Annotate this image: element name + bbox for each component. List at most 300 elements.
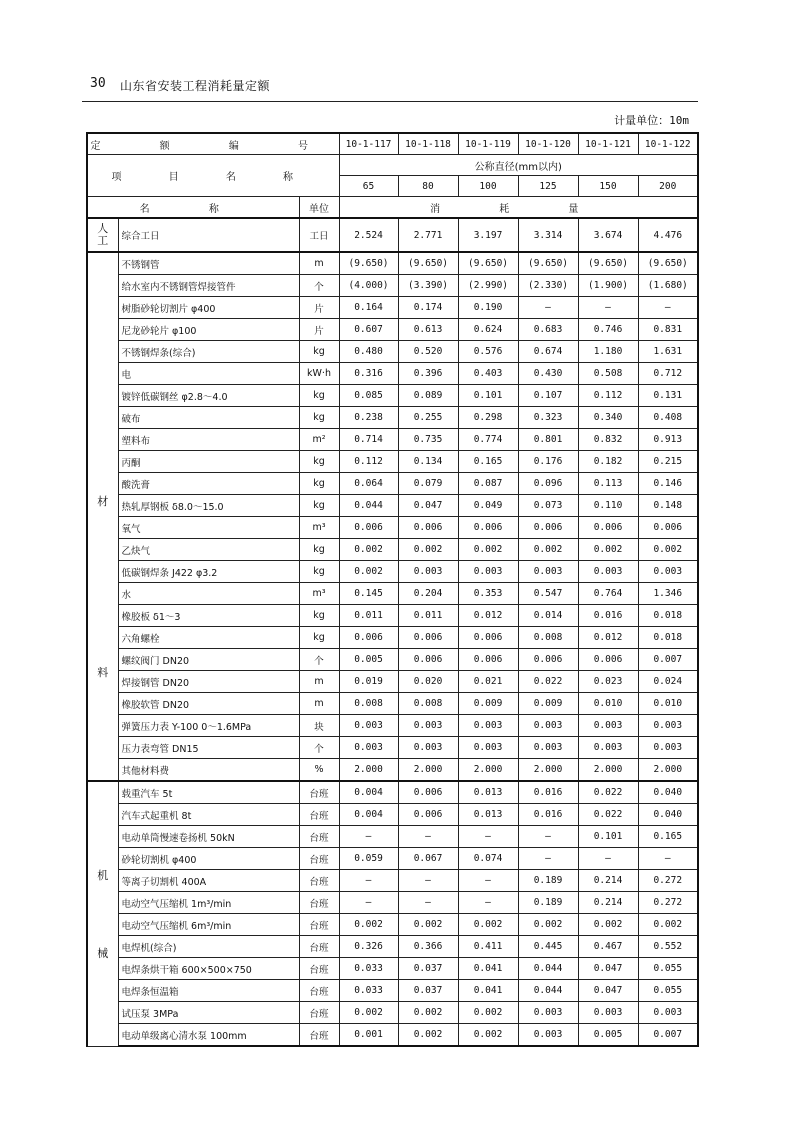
consumption-value: 0.040 (638, 781, 698, 804)
consumption-value: 0.683 (518, 319, 578, 341)
consumption-value: 0.089 (398, 385, 458, 407)
consumption-value: 0.002 (339, 539, 398, 561)
item-name: 等离子切割机 400A (118, 870, 299, 892)
table-row (87, 892, 698, 914)
consumption-value: 0.002 (458, 1024, 518, 1047)
item-name: 电焊条恒温箱 (118, 980, 299, 1002)
consumption-value: 0.674 (518, 341, 578, 363)
consumption-value: 0.001 (339, 1024, 398, 1047)
item-unit: kg (299, 341, 339, 363)
consumption-value: 0.005 (578, 1024, 638, 1047)
consumption-value: 0.085 (339, 385, 398, 407)
consumption-value: — (518, 848, 578, 870)
consumption-value: 0.445 (518, 936, 578, 958)
item-unit: 台班 (299, 980, 339, 1002)
item-name: 破布 (118, 407, 299, 429)
item-name: 综合工日 (118, 218, 299, 252)
consumption-value: 0.013 (458, 781, 518, 804)
consumption-value: 0.430 (518, 363, 578, 385)
item-unit: 台班 (299, 958, 339, 980)
consumption-value: 1.180 (578, 341, 638, 363)
table-row (87, 936, 698, 958)
category-machinery (87, 781, 118, 1046)
item-name: 树脂砂轮切割片 φ400 (118, 297, 299, 319)
table-row (87, 671, 698, 693)
consumption-value: 0.006 (398, 517, 458, 539)
item-name: 热轧厚钢板 δ8.0～15.0 (118, 495, 299, 517)
consumption-value: 0.552 (638, 936, 698, 958)
item-unit: 台班 (299, 804, 339, 826)
item-unit: 台班 (299, 1002, 339, 1024)
page-header (90, 74, 698, 102)
consumption-value: 3.197 (458, 218, 518, 252)
consumption-value: 0.408 (638, 407, 698, 429)
consumption-value: 0.714 (339, 429, 398, 451)
consumption-value: 0.002 (339, 1002, 398, 1024)
diameter-label: 公称直径(mm以内) (339, 155, 698, 176)
consumption-value: 0.002 (578, 539, 638, 561)
item-unit: kg (299, 473, 339, 495)
consumption-value: 0.624 (458, 319, 518, 341)
consumption-value: 0.411 (458, 936, 518, 958)
consumption-value: 0.006 (339, 517, 398, 539)
item-name: 电焊机(综合) (118, 936, 299, 958)
consumption-value: (2.330) (518, 275, 578, 297)
consumption-value: 0.067 (398, 848, 458, 870)
item-name: 六角螺栓 (118, 627, 299, 649)
item-name-label: 项 目 名 称 (87, 155, 339, 197)
table-row (87, 275, 698, 297)
consumption-value: 0.190 (458, 297, 518, 319)
item-name: 电动空气压缩机 6m³/min (118, 914, 299, 936)
item-name: 橡胶软管 DN20 (118, 693, 299, 715)
item-name: 螺纹阀门 DN20 (118, 649, 299, 671)
consumption-value: 0.006 (518, 517, 578, 539)
item-name: 丙酮 (118, 451, 299, 473)
consumption-value: 0.002 (518, 539, 578, 561)
consumption-value: 0.073 (518, 495, 578, 517)
table-row (87, 583, 698, 605)
consumption-value: 0.002 (398, 1024, 458, 1047)
page-number: 30 (90, 76, 106, 91)
table-row (87, 341, 698, 363)
consumption-value: 0.003 (638, 737, 698, 759)
item-unit: kg (299, 385, 339, 407)
consumption-value: 0.002 (398, 1002, 458, 1024)
consumption-value: 0.003 (518, 1002, 578, 1024)
item-name: 压力表弯管 DN15 (118, 737, 299, 759)
consumption-value: 0.613 (398, 319, 458, 341)
table-row (87, 781, 698, 804)
consumption-value: 2.000 (339, 759, 398, 782)
consumption-value: 0.016 (578, 605, 638, 627)
item-unit: kg (299, 495, 339, 517)
item-unit: 个 (299, 275, 339, 297)
quota-code: 10-1-119 (458, 133, 518, 155)
category-char: 械 (97, 946, 109, 960)
table-row (87, 473, 698, 495)
consumption-value: 2.771 (398, 218, 458, 252)
consumption-value: 0.041 (458, 980, 518, 1002)
item-name: 镀锌低碳钢丝 φ2.8～4.0 (118, 385, 299, 407)
item-name: 电 (118, 363, 299, 385)
consumption-value: 0.037 (398, 980, 458, 1002)
consumption-value: 0.323 (518, 407, 578, 429)
consumption-value: 0.006 (578, 517, 638, 539)
consumption-value: 0.006 (578, 649, 638, 671)
measurement-unit-note (614, 112, 689, 128)
table-row (87, 429, 698, 451)
item-unit: m² (299, 429, 339, 451)
consumption-value: 0.003 (518, 561, 578, 583)
consumption-value: 0.096 (518, 473, 578, 495)
consumption-value: 0.003 (398, 737, 458, 759)
consumption-value: — (398, 826, 458, 848)
item-unit: kW·h (299, 363, 339, 385)
consumption-value: 0.340 (578, 407, 638, 429)
consumption-value: 0.002 (578, 914, 638, 936)
table-row (87, 363, 698, 385)
diameter-label-row (87, 155, 698, 176)
consumption-value: 0.272 (638, 870, 698, 892)
quota-code: 10-1-121 (578, 133, 638, 155)
consumption-value: 0.006 (398, 627, 458, 649)
consumption-value: 0.002 (458, 1002, 518, 1024)
consumption-value: 2.000 (578, 759, 638, 782)
consumption-value: 0.204 (398, 583, 458, 605)
consumption-value: 0.009 (458, 693, 518, 715)
consumption-value: 0.004 (339, 781, 398, 804)
consumption-value: 0.148 (638, 495, 698, 517)
unit-note-label: 计量单位： (614, 114, 670, 127)
consumption-value: 0.044 (518, 980, 578, 1002)
consumption-value: 0.101 (458, 385, 518, 407)
item-name: 尼龙砂轮片 φ100 (118, 319, 299, 341)
consumption-value: 0.006 (518, 649, 578, 671)
table-row (87, 252, 698, 275)
consumption-value: 0.016 (518, 781, 578, 804)
item-unit: kg (299, 451, 339, 473)
consumption-value: 0.366 (398, 936, 458, 958)
consumption-value: 0.003 (638, 1002, 698, 1024)
table-row (87, 319, 698, 341)
item-name: 酸洗膏 (118, 473, 299, 495)
consumption-value: — (578, 297, 638, 319)
consumption-value: 0.182 (578, 451, 638, 473)
consumption-value: — (578, 848, 638, 870)
item-name: 不锈钢焊条(综合) (118, 341, 299, 363)
consumption-value: 0.215 (638, 451, 698, 473)
consumption-value: 0.107 (518, 385, 578, 407)
consumption-value: 0.047 (578, 980, 638, 1002)
consumption-value: (3.390) (398, 275, 458, 297)
consumption-value: 0.214 (578, 870, 638, 892)
consumption-value: 0.174 (398, 297, 458, 319)
table-row (87, 870, 698, 892)
consumption-value: 0.059 (339, 848, 398, 870)
consumption-value: 0.002 (339, 914, 398, 936)
item-unit: kg (299, 627, 339, 649)
category-char: 工 (97, 234, 109, 247)
consumption-value: — (458, 870, 518, 892)
consumption-value: 0.011 (339, 605, 398, 627)
consumption-value: 0.003 (578, 715, 638, 737)
consumption-value: 0.176 (518, 451, 578, 473)
consumption-value: — (398, 892, 458, 914)
consumption-value: 0.712 (638, 363, 698, 385)
consumption-value: 0.018 (638, 605, 698, 627)
table-row (87, 297, 698, 319)
consumption-value: 0.831 (638, 319, 698, 341)
consumption-value: 0.607 (339, 319, 398, 341)
item-unit: 片 (299, 297, 339, 319)
category-char: 机 (97, 868, 109, 882)
consumption-value: 0.079 (398, 473, 458, 495)
consumption-value: 0.003 (458, 561, 518, 583)
consumption-value: — (398, 870, 458, 892)
consumption-value: 0.037 (398, 958, 458, 980)
table-row (87, 649, 698, 671)
consumption-value: 0.774 (458, 429, 518, 451)
consumption-value: 0.020 (398, 671, 458, 693)
consumption-value: 0.508 (578, 363, 638, 385)
item-unit: 台班 (299, 1024, 339, 1047)
consumption-value: — (458, 892, 518, 914)
consumption-value: 0.003 (458, 737, 518, 759)
consumption-value: (9.650) (339, 252, 398, 275)
consumption-value: — (458, 826, 518, 848)
consumption-value: 2.000 (458, 759, 518, 782)
category-char: 人 (97, 222, 109, 236)
consumption-value: 0.002 (638, 914, 698, 936)
item-unit: 个 (299, 737, 339, 759)
consumption-value: (2.990) (458, 275, 518, 297)
consumption-value: 0.134 (398, 451, 458, 473)
consumption-value: 3.674 (578, 218, 638, 252)
item-unit: m (299, 693, 339, 715)
item-unit: 台班 (299, 936, 339, 958)
consumption-value: 0.316 (339, 363, 398, 385)
quota-code: 10-1-118 (398, 133, 458, 155)
quota-table (86, 132, 699, 1047)
consumption-value: 0.044 (518, 958, 578, 980)
table-row (87, 980, 698, 1002)
consumption-value: 0.003 (339, 737, 398, 759)
consumption-value: 0.002 (339, 561, 398, 583)
table-row (87, 517, 698, 539)
item-unit: 台班 (299, 848, 339, 870)
header-divider (82, 101, 698, 102)
consumption-value: 0.832 (578, 429, 638, 451)
table-row (87, 627, 698, 649)
column-header-row (87, 197, 698, 219)
item-name: 电动单筒慢速卷扬机 50kN (118, 826, 299, 848)
unit-note-value: 10m (669, 114, 689, 127)
consumption-value: 0.055 (638, 980, 698, 1002)
item-name: 砂轮切割机 φ400 (118, 848, 299, 870)
consumption-value: 0.165 (638, 826, 698, 848)
quota-code: 10-1-120 (518, 133, 578, 155)
consumption-value: (9.650) (398, 252, 458, 275)
consumption-value: 0.040 (638, 804, 698, 826)
unit-column-header: 单位 (299, 197, 339, 219)
consumption-value: 0.165 (458, 451, 518, 473)
consumption-value: 0.003 (638, 561, 698, 583)
consumption-value: 0.007 (638, 1024, 698, 1047)
item-unit: m³ (299, 517, 339, 539)
consumption-value: 0.003 (398, 561, 458, 583)
item-name: 弹簧压力表 Y-100 0～1.6MPa (118, 715, 299, 737)
consumption-value: 0.016 (518, 804, 578, 826)
diameter-value: 200 (638, 176, 698, 197)
consumption-value: 0.403 (458, 363, 518, 385)
consumption-value: 2.000 (518, 759, 578, 782)
category-char: 材 (97, 495, 109, 508)
table-row (87, 407, 698, 429)
consumption-value: 0.003 (518, 737, 578, 759)
category-char: 料 (97, 666, 109, 679)
consumption-value: 0.003 (518, 715, 578, 737)
item-unit: 个 (299, 649, 339, 671)
item-unit: kg (299, 407, 339, 429)
consumption-value: 2.524 (339, 218, 398, 252)
book-title: 山东省安装工程消耗量定额 (120, 79, 271, 93)
item-unit: m (299, 252, 339, 275)
item-name: 试压泵 3MPa (118, 1002, 299, 1024)
consumption-value: 0.009 (518, 693, 578, 715)
item-name: 焊接钢管 DN20 (118, 671, 299, 693)
consumption-value: (9.650) (458, 252, 518, 275)
consumption-value: 0.022 (578, 804, 638, 826)
consumption-value: 0.013 (458, 804, 518, 826)
consumption-value: 0.003 (638, 715, 698, 737)
consumption-value: 0.006 (458, 649, 518, 671)
consumption-value: 0.023 (578, 671, 638, 693)
consumption-value: (9.650) (518, 252, 578, 275)
item-name: 给水室内不锈钢管焊接管件 (118, 275, 299, 297)
item-unit: 工日 (299, 218, 339, 252)
consumption-value: 0.012 (458, 605, 518, 627)
item-name: 载重汽车 5t (118, 781, 299, 804)
consumption-value: 0.003 (458, 715, 518, 737)
table-row (87, 385, 698, 407)
consumption-value: — (339, 870, 398, 892)
consumption-value: 0.002 (458, 914, 518, 936)
table-row (87, 804, 698, 826)
item-unit: % (299, 759, 339, 782)
quota-no-label: 定 额 编 号 (87, 133, 339, 155)
consumption-value: 0.014 (518, 605, 578, 627)
consumption-value: 0.467 (578, 936, 638, 958)
consumption-value: (4.000) (339, 275, 398, 297)
consumption-value: 0.022 (518, 671, 578, 693)
item-unit: 块 (299, 715, 339, 737)
consumption-value: 0.189 (518, 892, 578, 914)
item-unit: m³ (299, 583, 339, 605)
item-unit: kg (299, 561, 339, 583)
consumption-value: 0.272 (638, 892, 698, 914)
quota-code: 10-1-117 (339, 133, 398, 155)
consumption-value: — (518, 297, 578, 319)
name-column-header: 名 称 (87, 197, 299, 219)
consumption-value: 0.002 (458, 539, 518, 561)
consumption-value: 0.004 (339, 804, 398, 826)
item-unit: 台班 (299, 892, 339, 914)
consumption-value: 0.145 (339, 583, 398, 605)
table-row (87, 715, 698, 737)
consumption-value: 0.006 (458, 627, 518, 649)
consumption-value: 0.002 (518, 914, 578, 936)
quota-code-row (87, 133, 698, 155)
consumption-value: 0.047 (578, 958, 638, 980)
consumption-value: (9.650) (638, 252, 698, 275)
consumption-value: 0.064 (339, 473, 398, 495)
table-row (87, 451, 698, 473)
category-labor (87, 218, 118, 252)
consumption-value: 0.022 (578, 781, 638, 804)
quota-code: 10-1-122 (638, 133, 698, 155)
consumption-value: 0.006 (638, 517, 698, 539)
consumption-value: 0.164 (339, 297, 398, 319)
consumption-value: 0.913 (638, 429, 698, 451)
consumption-value: 0.041 (458, 958, 518, 980)
item-unit: 台班 (299, 870, 339, 892)
consumption-value: 0.480 (339, 341, 398, 363)
consumption-value: — (339, 892, 398, 914)
diameter-value: 80 (398, 176, 458, 197)
diameter-value: 100 (458, 176, 518, 197)
consumption-value: 0.055 (638, 958, 698, 980)
table-row (87, 958, 698, 980)
consumption-value: 0.010 (578, 693, 638, 715)
table-row (87, 495, 698, 517)
consumption-value: — (518, 826, 578, 848)
consumption-value: 0.214 (578, 892, 638, 914)
table-row (87, 914, 698, 936)
consumption-value: 0.008 (518, 627, 578, 649)
consumption-value: 0.008 (339, 693, 398, 715)
table-row (87, 848, 698, 870)
consumption-value: 0.576 (458, 341, 518, 363)
consumption-value: 0.008 (398, 693, 458, 715)
item-name: 塑料布 (118, 429, 299, 451)
item-name: 不锈钢管 (118, 252, 299, 275)
consumption-value: 0.189 (518, 870, 578, 892)
consumption-value: 0.003 (578, 1002, 638, 1024)
consumption-value: 1.346 (638, 583, 698, 605)
diameter-value: 150 (578, 176, 638, 197)
item-unit: kg (299, 539, 339, 561)
consumption-value: 0.764 (578, 583, 638, 605)
item-name: 水 (118, 583, 299, 605)
consumption-value: 0.746 (578, 319, 638, 341)
consumption-value: 0.012 (578, 627, 638, 649)
item-name: 电动单级离心清水泵 100mm (118, 1024, 299, 1047)
consumption-value: 0.112 (578, 385, 638, 407)
item-name: 氧气 (118, 517, 299, 539)
consumption-value: 0.003 (339, 715, 398, 737)
consumption-value: 0.326 (339, 936, 398, 958)
item-name: 电动空气压缩机 1m³/min (118, 892, 299, 914)
consumption-value: 0.044 (339, 495, 398, 517)
consumption-value: 0.005 (339, 649, 398, 671)
table-row (87, 737, 698, 759)
consumption-value: 0.007 (638, 649, 698, 671)
diameter-value: 125 (518, 176, 578, 197)
consumption-value: 0.101 (578, 826, 638, 848)
consumption-value: 0.113 (578, 473, 638, 495)
consumption-value: 0.735 (398, 429, 458, 451)
